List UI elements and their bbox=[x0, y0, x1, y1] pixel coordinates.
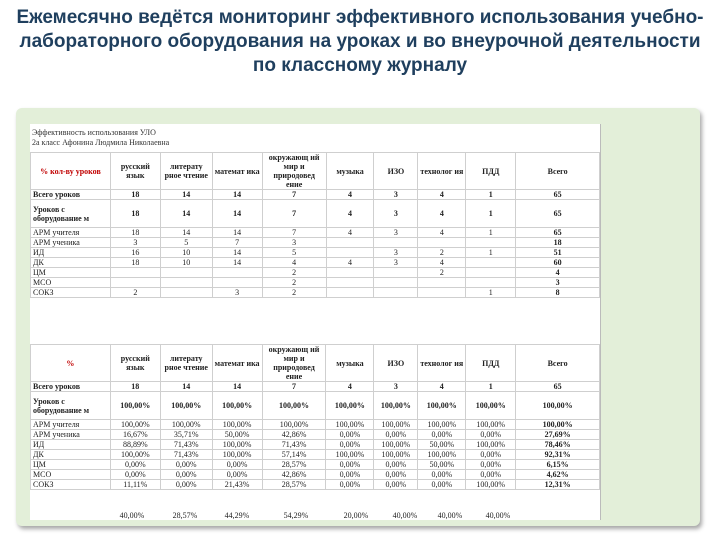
table-cell: 14 bbox=[212, 190, 262, 200]
column-header: технолог ия bbox=[418, 153, 466, 190]
table-cell: 50,00% bbox=[418, 460, 466, 470]
table-cell: 14 bbox=[212, 228, 262, 238]
table-cell: 100,00% bbox=[110, 392, 160, 420]
table-cell: 2 bbox=[418, 268, 466, 278]
table-cell: 65 bbox=[516, 190, 600, 200]
table-cell: 18 bbox=[110, 228, 160, 238]
column-header: ПДД bbox=[466, 153, 516, 190]
row-label: СОКЗ bbox=[31, 288, 111, 298]
table-cell bbox=[466, 258, 516, 268]
table-cell: 18 bbox=[110, 200, 160, 228]
table-cell bbox=[374, 288, 418, 298]
sheet-title: Эффективность использования УЛО bbox=[32, 128, 156, 137]
table-cell: 0,00% bbox=[212, 470, 262, 480]
table-cell: 100,00% bbox=[516, 420, 600, 430]
column-header: литерату рное чтение bbox=[160, 345, 212, 382]
table-cell bbox=[326, 288, 374, 298]
table-cell bbox=[418, 278, 466, 288]
table-cell bbox=[160, 268, 212, 278]
table-cell: 4 bbox=[418, 258, 466, 268]
table-cell: 0,00% bbox=[110, 460, 160, 470]
table-cell: 7 bbox=[262, 382, 326, 392]
column-header: русский язык bbox=[110, 345, 160, 382]
table-row bbox=[31, 268, 600, 278]
table-cell bbox=[326, 238, 374, 248]
table-cell: 100,00% bbox=[262, 392, 326, 420]
table-cell: 0,00% bbox=[374, 470, 418, 480]
table-cell: 92,31% bbox=[516, 450, 600, 460]
table-cell: 0,00% bbox=[466, 430, 516, 440]
table-cell: 14 bbox=[160, 382, 212, 392]
table-row bbox=[31, 480, 600, 490]
table-cell bbox=[110, 278, 160, 288]
row-label: ИД bbox=[31, 248, 111, 258]
table-cell: 4 bbox=[418, 382, 466, 392]
column-header: музыка bbox=[326, 153, 374, 190]
table-cell: 100,00% bbox=[466, 480, 516, 490]
percent-table bbox=[30, 344, 600, 490]
table-cell bbox=[466, 278, 516, 288]
table-cell: 4 bbox=[418, 228, 466, 238]
row-label: АРМ учителя bbox=[31, 228, 111, 238]
table-cell: 100,00% bbox=[110, 420, 160, 430]
table-cell: 100,00% bbox=[160, 392, 212, 420]
table-cell bbox=[466, 268, 516, 278]
table-cell: 71,43% bbox=[262, 440, 326, 450]
table-cell: 0,00% bbox=[418, 430, 466, 440]
table-cell: 0,00% bbox=[110, 470, 160, 480]
table-cell bbox=[110, 268, 160, 278]
table-cell: 7 bbox=[262, 228, 326, 238]
column-header: ИЗО bbox=[374, 345, 418, 382]
total-cell: 20,00% bbox=[343, 511, 369, 520]
table-cell bbox=[326, 278, 374, 288]
table-cell: 10 bbox=[160, 248, 212, 258]
table-cell: 1 bbox=[466, 288, 516, 298]
column-header: литерату рное чтение bbox=[160, 153, 212, 190]
table-row bbox=[31, 382, 600, 392]
table-cell: 14 bbox=[160, 228, 212, 238]
table-row bbox=[31, 470, 600, 480]
table-cell: 4 bbox=[326, 200, 374, 228]
table-cell: 65 bbox=[516, 200, 600, 228]
total-cell: 54,29% bbox=[283, 511, 309, 520]
table-cell: 3 bbox=[212, 288, 262, 298]
table-row bbox=[31, 200, 600, 228]
table-cell bbox=[160, 278, 212, 288]
table-header-row bbox=[31, 345, 600, 382]
table-cell: 100,00% bbox=[374, 392, 418, 420]
table-cell: 1 bbox=[466, 248, 516, 258]
table-row bbox=[31, 278, 600, 288]
table-cell: 100,00% bbox=[466, 392, 516, 420]
table-cell: 100,00% bbox=[212, 440, 262, 450]
table-cell: 0,00% bbox=[326, 430, 374, 440]
table-cell: 4 bbox=[326, 228, 374, 238]
column-header: русский язык bbox=[110, 153, 160, 190]
table-row bbox=[31, 258, 600, 268]
sheet-class-teacher: 2а класс Афонина Людмила Николаевна bbox=[32, 138, 170, 147]
table-cell: 65 bbox=[516, 228, 600, 238]
table-cell: 100,00% bbox=[418, 420, 466, 430]
table-cell: 11,11% bbox=[110, 480, 160, 490]
row-label: ЦМ bbox=[31, 268, 111, 278]
table-cell: 0,00% bbox=[374, 460, 418, 470]
column-header: ИЗО bbox=[374, 153, 418, 190]
table-cell: 100,00% bbox=[374, 440, 418, 450]
table-row bbox=[31, 440, 600, 450]
table-cell: 100,00% bbox=[160, 420, 212, 430]
table-cell: 6,15% bbox=[516, 460, 600, 470]
column-header: окружающ ий мир и природовед ение bbox=[262, 153, 326, 190]
table-cell bbox=[466, 238, 516, 248]
column-header: музыка bbox=[326, 345, 374, 382]
table-cell: 0,00% bbox=[418, 480, 466, 490]
table-cell: 3 bbox=[262, 238, 326, 248]
column-header: окружающ ий мир и природовед ение bbox=[262, 345, 326, 382]
table-cell: 100,00% bbox=[212, 392, 262, 420]
row-label: Всего уроков bbox=[31, 190, 111, 200]
total-cell: 40,00% bbox=[119, 511, 145, 520]
table-cell: 100,00% bbox=[466, 440, 516, 450]
table-row bbox=[31, 288, 600, 298]
table-cell: 16,67% bbox=[110, 430, 160, 440]
table-cell bbox=[374, 278, 418, 288]
row-label: ЦМ bbox=[31, 460, 111, 470]
table-cell: 0,00% bbox=[212, 460, 262, 470]
table-cell: 3 bbox=[374, 382, 418, 392]
table-cell: 27,69% bbox=[516, 430, 600, 440]
table-row bbox=[31, 420, 600, 430]
table-cell: 14 bbox=[160, 190, 212, 200]
table-row bbox=[31, 190, 600, 200]
table-row bbox=[31, 450, 600, 460]
table-cell: 100,00% bbox=[418, 392, 466, 420]
table-cell: 3 bbox=[110, 238, 160, 248]
table-cell: 0,00% bbox=[418, 470, 466, 480]
column-header: % кол-ву уроков bbox=[31, 153, 111, 190]
table-cell: 51 bbox=[516, 248, 600, 258]
table-cell: 4 bbox=[418, 190, 466, 200]
table-cell: 14 bbox=[212, 248, 262, 258]
table-cell: 21,43% bbox=[212, 480, 262, 490]
row-label: ДК bbox=[31, 258, 111, 268]
table-cell bbox=[418, 238, 466, 248]
table-cell: 100,00% bbox=[516, 392, 600, 420]
table-cell: 0,00% bbox=[160, 480, 212, 490]
row-label: МСО bbox=[31, 470, 111, 480]
table-cell: 2 bbox=[418, 248, 466, 258]
table-row bbox=[31, 460, 600, 470]
table-cell: 2 bbox=[262, 288, 326, 298]
table-cell bbox=[374, 238, 418, 248]
table-cell: 12,31% bbox=[516, 480, 600, 490]
table-cell: 100,00% bbox=[374, 450, 418, 460]
table-cell: 0,00% bbox=[160, 460, 212, 470]
table-cell bbox=[326, 268, 374, 278]
table-cell: 0,00% bbox=[326, 480, 374, 490]
table-cell: 71,43% bbox=[160, 450, 212, 460]
table-cell: 100,00% bbox=[418, 450, 466, 460]
table-cell: 0,00% bbox=[326, 460, 374, 470]
table-cell: 7 bbox=[262, 200, 326, 228]
table-header-row bbox=[31, 153, 600, 190]
table-cell: 14 bbox=[212, 258, 262, 268]
row-label: АРМ учителя bbox=[31, 420, 111, 430]
column-header: Всего bbox=[516, 153, 600, 190]
table-cell: 0,00% bbox=[374, 480, 418, 490]
table-cell: 4 bbox=[516, 268, 600, 278]
table-cell: 8 bbox=[516, 288, 600, 298]
table-cell: 3 bbox=[516, 278, 600, 288]
table-cell: 60 bbox=[516, 258, 600, 268]
table-cell: 18 bbox=[110, 190, 160, 200]
table-cell: 1 bbox=[466, 382, 516, 392]
table-cell: 35,71% bbox=[160, 430, 212, 440]
table-cell: 50,00% bbox=[418, 440, 466, 450]
table-cell: 2 bbox=[110, 288, 160, 298]
row-label: АРМ ученика bbox=[31, 238, 111, 248]
table-cell: 3 bbox=[374, 258, 418, 268]
table-cell bbox=[212, 278, 262, 288]
totals-row bbox=[30, 511, 600, 520]
total-cell: 40,00% bbox=[485, 511, 511, 520]
column-header: % bbox=[31, 345, 111, 382]
column-header: математ ика bbox=[212, 345, 262, 382]
table-cell: 100,00% bbox=[110, 450, 160, 460]
table-cell: 18 bbox=[110, 258, 160, 268]
total-cell: 44,29% bbox=[224, 511, 250, 520]
table-cell: 3 bbox=[374, 200, 418, 228]
table-cell: 4 bbox=[326, 382, 374, 392]
table-cell: 3 bbox=[374, 190, 418, 200]
table-cell: 14 bbox=[160, 200, 212, 228]
row-label: АРМ ученика bbox=[31, 430, 111, 440]
table-cell bbox=[418, 288, 466, 298]
row-label: МСО bbox=[31, 278, 111, 288]
table-cell: 3 bbox=[374, 228, 418, 238]
table-cell: 3 bbox=[374, 248, 418, 258]
table-cell: 4 bbox=[326, 190, 374, 200]
table-cell: 50,00% bbox=[212, 430, 262, 440]
table-cell bbox=[326, 248, 374, 258]
table-cell: 65 bbox=[516, 382, 600, 392]
table-cell: 0,00% bbox=[326, 470, 374, 480]
table-cell: 100,00% bbox=[326, 450, 374, 460]
count-table bbox=[30, 152, 600, 298]
table-cell: 4 bbox=[326, 258, 374, 268]
table-cell bbox=[212, 268, 262, 278]
table-cell: 18 bbox=[110, 382, 160, 392]
column-header: ПДД bbox=[466, 345, 516, 382]
column-header: технолог ия bbox=[418, 345, 466, 382]
table-cell: 100,00% bbox=[326, 392, 374, 420]
table-cell: 28,57% bbox=[262, 480, 326, 490]
table-cell: 7 bbox=[212, 238, 262, 248]
table-cell: 0,00% bbox=[374, 430, 418, 440]
table-cell: 1 bbox=[466, 190, 516, 200]
table-row bbox=[31, 392, 600, 420]
table-cell: 100,00% bbox=[326, 420, 374, 430]
table-cell: 1 bbox=[466, 200, 516, 228]
column-header: Всего bbox=[516, 345, 600, 382]
table-cell: 1 bbox=[466, 228, 516, 238]
column-header: математ ика bbox=[212, 153, 262, 190]
table-cell: 10 bbox=[160, 258, 212, 268]
total-cell: 40,00% bbox=[437, 511, 463, 520]
table-cell: 5 bbox=[160, 238, 212, 248]
row-label: Уроков с оборудование м bbox=[31, 392, 111, 420]
table-cell: 5 bbox=[262, 248, 326, 258]
table-cell: 100,00% bbox=[212, 450, 262, 460]
table-cell: 28,57% bbox=[262, 460, 326, 470]
table-cell: 42,86% bbox=[262, 430, 326, 440]
table-cell: 88,89% bbox=[110, 440, 160, 450]
total-cell: 28,57% bbox=[172, 511, 198, 520]
table-cell: 78,46% bbox=[516, 440, 600, 450]
table-cell: 4,62% bbox=[516, 470, 600, 480]
table-cell: 0,00% bbox=[466, 470, 516, 480]
table-cell: 100,00% bbox=[466, 420, 516, 430]
table-cell: 16 bbox=[110, 248, 160, 258]
row-label: Уроков с оборудование м bbox=[31, 200, 111, 228]
table-cell: 4 bbox=[262, 258, 326, 268]
row-label: Всего уроков bbox=[31, 382, 111, 392]
table-cell: 18 bbox=[516, 238, 600, 248]
row-label: ДК bbox=[31, 450, 111, 460]
total-cell: 40,00% bbox=[392, 511, 418, 520]
row-label: СОКЗ bbox=[31, 480, 111, 490]
table-cell: 100,00% bbox=[262, 420, 326, 430]
table-cell: 57,14% bbox=[262, 450, 326, 460]
table-row bbox=[31, 248, 600, 258]
table-row bbox=[31, 228, 600, 238]
table-cell: 2 bbox=[262, 268, 326, 278]
table-cell: 0,00% bbox=[466, 460, 516, 470]
table-cell: 14 bbox=[212, 200, 262, 228]
table-cell: 14 bbox=[212, 382, 262, 392]
table-cell: 0,00% bbox=[326, 440, 374, 450]
table-row bbox=[31, 430, 600, 440]
table-cell bbox=[374, 268, 418, 278]
table-cell: 2 bbox=[262, 278, 326, 288]
table-cell: 100,00% bbox=[374, 420, 418, 430]
table-cell: 0,00% bbox=[160, 470, 212, 480]
table-cell: 100,00% bbox=[212, 420, 262, 430]
table-cell: 4 bbox=[418, 200, 466, 228]
table-cell: 71,43% bbox=[160, 440, 212, 450]
page-title: Ежемесячно ведётся мониторинг эффективного использования учебно-лабораторного оборудования на уроках и во внеурочной деятельности по классному журналу bbox=[16, 7, 704, 76]
row-label: ИД bbox=[31, 440, 111, 450]
table-cell: 0,00% bbox=[466, 450, 516, 460]
table-cell bbox=[160, 288, 212, 298]
spreadsheet-image bbox=[30, 124, 601, 520]
table-cell: 42,86% bbox=[262, 470, 326, 480]
table-cell: 7 bbox=[262, 190, 326, 200]
table-row bbox=[31, 238, 600, 248]
